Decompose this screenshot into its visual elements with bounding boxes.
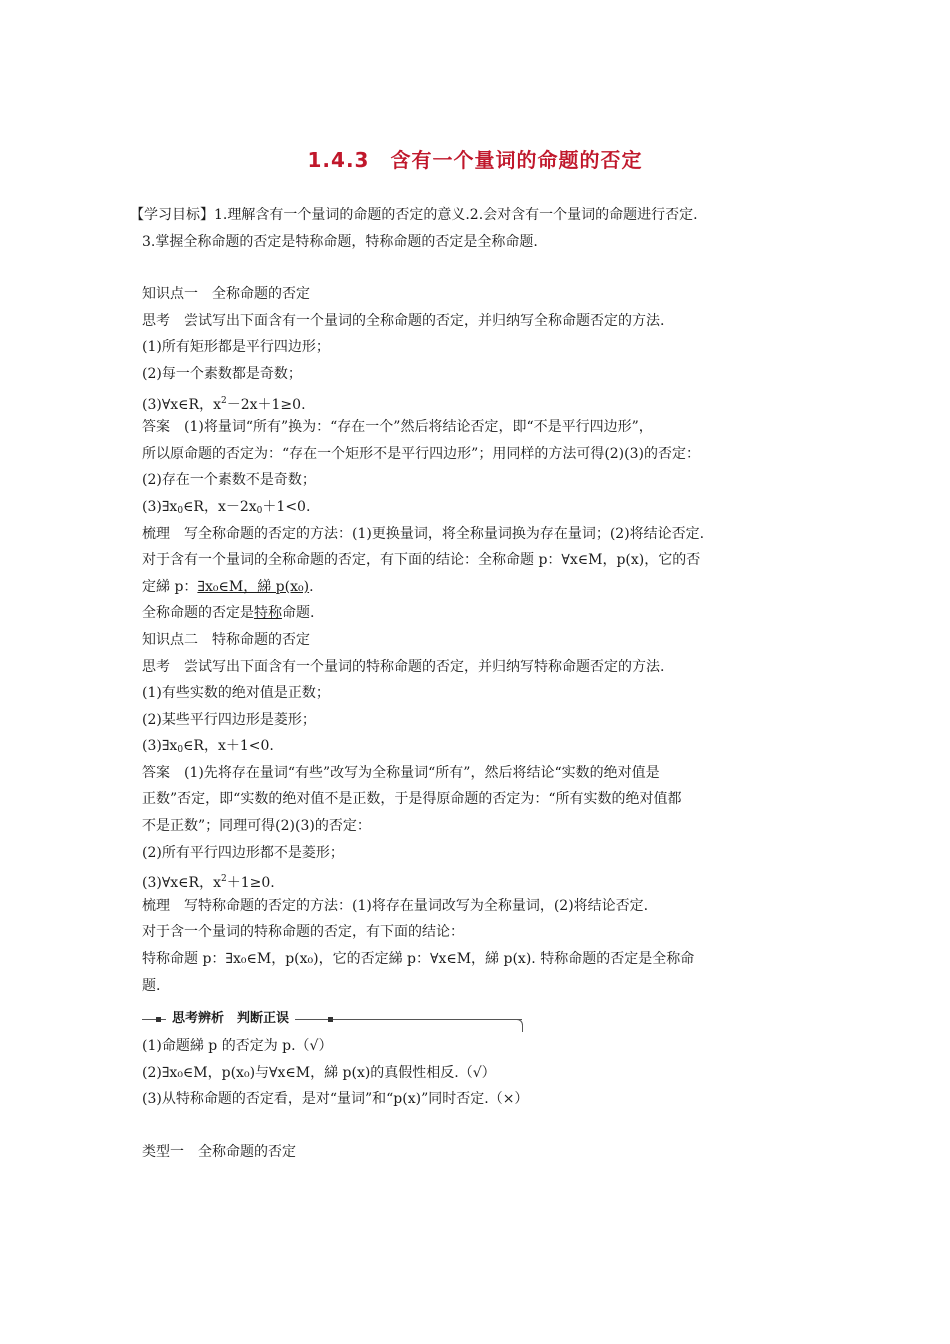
k1-answer-2: 所以原命题的否定为：“存在一个矩形不是平行四边形”；用同样的方法可得(2)(3)的否定： xyxy=(142,445,700,462)
section-heading-k2: 知识点二 特称命题的否定 xyxy=(142,631,310,648)
k2-summary-2: 对于含一个量词的特称命题的否定，有下面的结论： xyxy=(142,924,464,941)
k2-summary-4: 题. xyxy=(142,977,161,994)
k2-answer-2: 正数”否定，即“实数的绝对值不是正数，于是得原命题的否定为：“所有实数的绝对值都 xyxy=(142,791,682,808)
k1-q3: (3)∀x∈R，$x^2-2x+1\ge 0$. xyxy=(142,395,306,413)
k1-answer-3: (2)存在一个素数不是奇数； xyxy=(142,472,316,489)
k1-answer-1: 答案 (1)将量词“所有”换为：“存在一个”然后将结论否定，即“不是平行四边形”， xyxy=(142,419,653,436)
learning-goals-line-1: 【学习目标】1.理解含有一个量词的命题的否定的意义.2.会对含有一个量词的命题进行否定. xyxy=(130,207,698,223)
k2-summary-1: 梳理 写特称命题的否定的方法：(1)将存在量词改写为全称量词，(2)将结论否定. xyxy=(142,897,649,914)
banner-right-dot xyxy=(328,1017,333,1022)
type-heading-1: 类型一 全称命题的否定 xyxy=(142,1144,296,1160)
k1-blank-answer-2: 特称 xyxy=(254,605,282,622)
learning-goals-line-2: 3.掌握全称命题的否定是特称命题，特称命题的否定是全称命题. xyxy=(142,233,538,250)
k1-summary-3: 定綈 p：∃x₀∈M，綈 p(x₀). xyxy=(142,578,314,595)
k1-summary-1: 梳理 写全称命题的否定的方法：(1)更换量词，将全称量词换为存在量词；(2)将结论否定. xyxy=(142,525,705,542)
k1-answer-4: $(3)\exists x_0\in R$，$x-2x_0+1<0$. xyxy=(142,498,311,516)
k2-answer-1: 答案 (1)先将存在量词“有些”改写为全称量词“所有”，然后将结论“实数的绝对值是 xyxy=(142,764,660,781)
k1-q2: (2)每一个素数都是奇数； xyxy=(142,365,302,382)
section-heading-k1: 知识点一 全称命题的否定 xyxy=(142,286,310,303)
k2-answer-5: (3)∀x∈R，$x^2+1\ge 0$. xyxy=(142,874,275,892)
content-body xyxy=(130,202,822,1166)
k2-q1: (1)有些实数的绝对值是正数； xyxy=(142,685,330,702)
k2-q3: $(3)\exists x_0\in R$，x＋1<0. xyxy=(142,738,274,756)
k2-q2: (2)某些平行四边形是菱形； xyxy=(142,711,316,728)
page-title: 1.4.3 含有一个量词的命题的否定 xyxy=(307,148,643,172)
banner-left-dot xyxy=(156,1017,161,1022)
k2-answer-3: 不是正数”；同理可得(2)(3)的否定： xyxy=(142,818,371,835)
k1-blank-answer: ∃x₀∈M，綈 p(x₀) xyxy=(197,578,310,595)
judge-item-2: (2)∃x₀∈M，p(x₀)与∀x∈M，綈 p(x)的真假性相反.（√） xyxy=(142,1064,496,1081)
judgement-banner xyxy=(142,1009,522,1031)
k1-q1: (1)所有矩形都是平行四边形； xyxy=(142,339,330,356)
k2-answer-4: (2)所有平行四边形都不是菱形； xyxy=(142,844,344,861)
k1-think: 思考 尝试写出下面含有一个量词的全称命题的否定，并归纳写全称命题否定的方法. xyxy=(142,312,665,329)
banner-label: 思考辨析 判断正误 xyxy=(166,1009,295,1029)
judge-item-1: (1)命题綈 p 的否定为 p.（√） xyxy=(142,1038,333,1055)
k1-summary-4: 全称命题的否定是特称命题. xyxy=(142,605,315,622)
judge-item-3: (3)从特称命题的否定看，是对“量词”和“p(x)”同时否定.（×） xyxy=(142,1091,529,1108)
k2-think: 思考 尝试写出下面含有一个量词的特称命题的否定，并归纳写特称命题否定的方法. xyxy=(142,658,665,675)
k1-summary-2: 对于含有一个量词的全称命题的否定，有下面的结论：全称命题 p：∀x∈M，p(x)，它的否 xyxy=(142,552,701,569)
k2-summary-3: 特称命题 p：∃x₀∈M，p(x₀)，它的否定綈 p：∀x∈M，綈 p(x). 特称命题的否定是全称命 xyxy=(142,951,695,968)
learning-goals-tag: 【学习目标】 xyxy=(130,207,214,223)
